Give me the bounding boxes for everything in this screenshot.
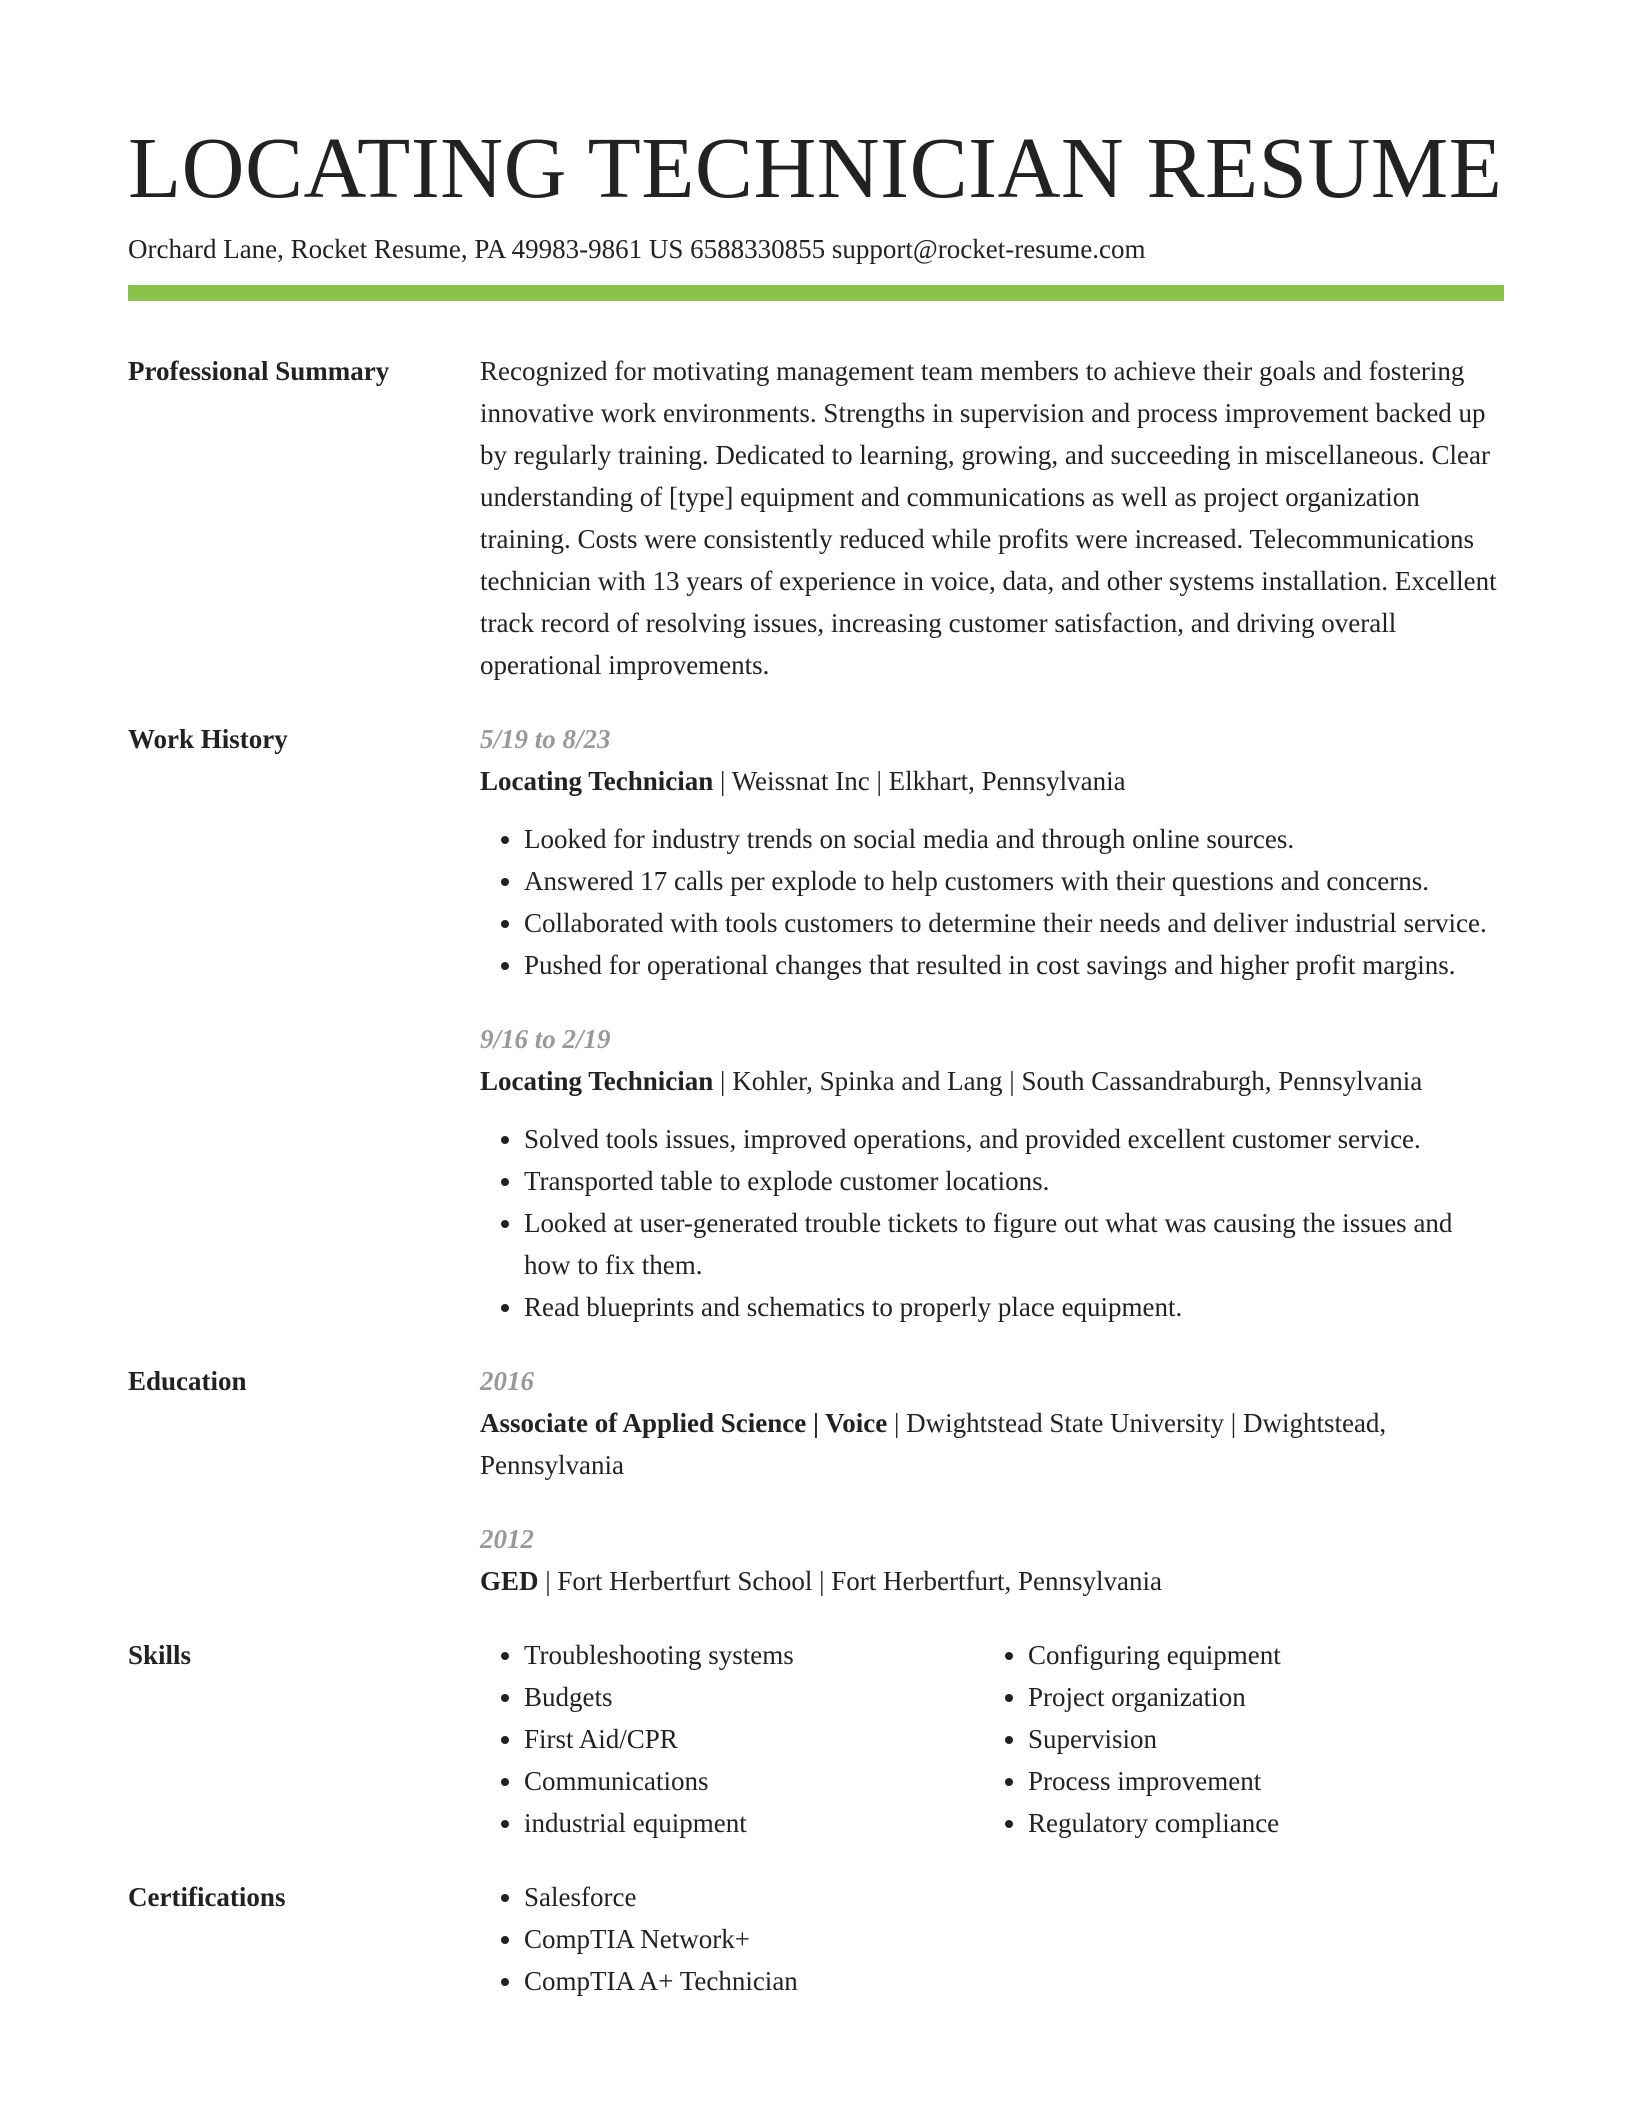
section-title-certifications: Certifications [128,1882,286,1912]
resume-content [128,350,1504,2002]
job-dates: 5/19 to 8/23 [480,724,611,754]
education-year: 2012 [480,1524,534,1554]
education-degree: Associate of Applied Science | Voice [480,1408,888,1438]
certifications-section [128,1876,1504,2002]
certifications-body [480,1876,1504,2002]
section-title-summary: Professional Summary [128,356,390,386]
skills-section [128,1634,1504,1844]
education-body [480,1360,1504,1602]
education-year: 2016 [480,1366,534,1396]
certifications-list [480,1876,1504,2002]
skill-item: • Project organization [1028,1676,1488,1718]
job-entry [480,1018,1504,1328]
section-title-skills: Skills [128,1640,192,1670]
job-bullets [480,818,1504,986]
job-details: | Kohler, Spinka and Lang | South Cassandraburgh, Pennsylvania [713,1066,1423,1096]
skill-item: • Process improvement [1028,1760,1488,1802]
education-entry [480,1360,1504,1486]
education-line [480,1560,1504,1602]
education-line [480,1402,1504,1486]
skills-columns [480,1634,1504,1844]
work-history-body [480,718,1504,1328]
skills-list-right [984,1634,1488,1844]
skill-item: • Budgets [524,1676,984,1718]
resume-title: LOCATING TECHNICIAN RESUME [128,119,1503,216]
summary-text: Recognized for motivating management team members to achieve their goals and fostering innovative work environments. Strengths in supervision and process improvement backed up by regularly training. Dedicated to learning, growing, and succeeding in miscellaneous. Clear understanding of [type] equipment and communications as well as project organization training. Costs were consistently reduced while profits were increased. Telecommunications technician with 13 years of experience in voice, data, and other systems installation. Excellent track record of resolving issues, increasing customer satisfaction, and driving overall operational improvements. [480,356,1497,680]
skill-item: • industrial equipment [524,1802,984,1844]
work-history-section [128,718,1504,1328]
education-degree: GED [480,1566,539,1596]
list-item: • Pushed for operational changes that resulted in cost savings and higher profit margins. [524,944,1504,986]
job-role: Locating Technician [480,766,714,796]
certification-item: • CompTIA Network+ [524,1918,1504,1960]
skills-body [480,1634,1504,1844]
contact-line: Orchard Lane, Rocket Resume, PA 49983-9861 US 6588330855 support@rocket-resume.com [128,234,1146,264]
education-details: | Dwightstead State University | Dwightstead, Pennsylvania [480,1408,1387,1480]
summary-body [480,350,1504,686]
skills-list-left [480,1634,984,1844]
certification-item: • Salesforce [524,1876,1504,1918]
skill-item: • Regulatory compliance [1028,1802,1488,1844]
job-role: Locating Technician [480,1066,714,1096]
job-details: | Weissnat Inc | Elkhart, Pennsylvania [713,766,1126,796]
header-divider [128,285,1504,301]
summary-section [128,350,1504,686]
skill-item: • Troubleshooting systems [524,1634,984,1676]
skill-item: • Supervision [1028,1718,1488,1760]
job-entry [480,718,1504,986]
list-item: • Transported table to explode customer locations. [524,1160,1504,1202]
skill-item: • Configuring equipment [1028,1634,1488,1676]
skill-item: • First Aid/CPR [524,1718,984,1760]
section-title-education: Education [128,1366,247,1396]
job-title-line [480,1060,1504,1102]
job-bullets [480,1118,1504,1328]
list-item: • Looked at user-generated trouble tickets to figure out what was causing the issues and how to fix them. [524,1202,1504,1286]
skill-item: • Communications [524,1760,984,1802]
list-item: • Collaborated with tools customers to determine their needs and deliver industrial service. [524,902,1504,944]
job-dates: 9/16 to 2/19 [480,1024,611,1054]
certification-item: • CompTIA A+ Technician [524,1960,1504,2002]
education-section [128,1360,1504,1602]
list-item: • Read blueprints and schematics to properly place equipment. [524,1286,1504,1328]
section-title-work: Work History [128,724,288,754]
job-title-line [480,760,1504,802]
list-item: • Solved tools issues, improved operations, and provided excellent customer service. [524,1118,1504,1160]
education-entry [480,1518,1504,1602]
education-details: | Fort Herbertfurt School | Fort Herbertfurt, Pennsylvania [538,1566,1162,1596]
list-item: • Answered 17 calls per explode to help customers with their questions and concerns. [524,860,1504,902]
list-item: • Looked for industry trends on social media and through online sources. [524,818,1504,860]
